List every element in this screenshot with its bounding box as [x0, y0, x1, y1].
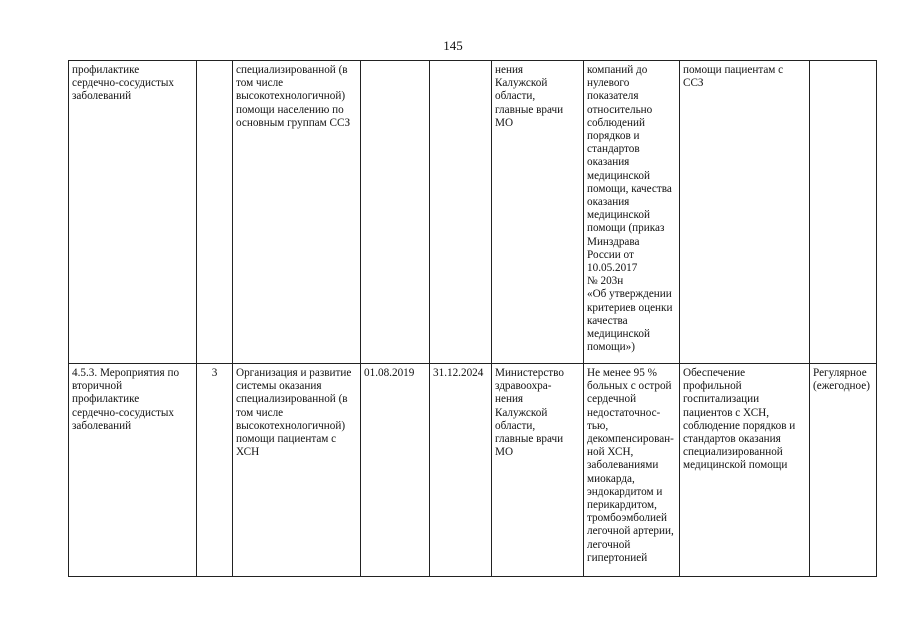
result-cell: помощи пациентам с ССЗ	[680, 61, 810, 364]
description-cell: Организация и развитие системы оказания специализированной (в том числе высокотехнологичной) помощи пациентам с ХСН	[233, 364, 361, 577]
page-number: 145	[443, 38, 463, 53]
start-date-cell	[361, 61, 430, 364]
frequency-cell	[810, 61, 877, 364]
indicator-cell: компаний до нулевого показателя относительно соблюдений порядков и стандартов оказания медицинской помощи, качества оказания медицинской помощи (приказ Минздрава России от 10.05.2017 № 203н «Об утверждении критериев оценки качества медицинской помощи»)	[584, 61, 680, 364]
result-cell: Обеспечение профильной госпитализации пациентов с ХСН, соблюдение порядков и стандартов оказания специализированной медицинской помощи	[680, 364, 810, 577]
number-cell	[197, 61, 233, 364]
indicator-cell: Не менее 95 % больных с острой сердечной недостаточнос- тью, декомпенсирован- ной ХСН, заболеваниями миокарда, эндокардитом и перикардитом, тромбоэмболией легочной артерии, легочной гипертонией	[584, 364, 680, 577]
plan-table	[68, 60, 877, 577]
table-row	[69, 364, 877, 577]
frequency-cell: Регулярное (ежегодное)	[810, 364, 877, 577]
responsible-cell: Министерство здравоохра- нения Калужской области, главные врачи МО	[492, 364, 584, 577]
number-cell: 3	[197, 364, 233, 577]
activity-cell: профилактике сердечно-сосудистых заболеваний	[69, 61, 197, 364]
end-date-cell	[430, 61, 492, 364]
responsible-cell: нения Калужской области, главные врачи МО	[492, 61, 584, 364]
description-cell: специализированной (в том числе высокотехнологичной) помощи населению по основным группам ССЗ	[233, 61, 361, 364]
start-date-cell: 01.08.2019	[361, 364, 430, 577]
end-date-cell: 31.12.2024	[430, 364, 492, 577]
table-row	[69, 61, 877, 364]
activity-cell: 4.5.3. Мероприятия по вторичной профилактике сердечно-сосудистых заболеваний	[69, 364, 197, 577]
